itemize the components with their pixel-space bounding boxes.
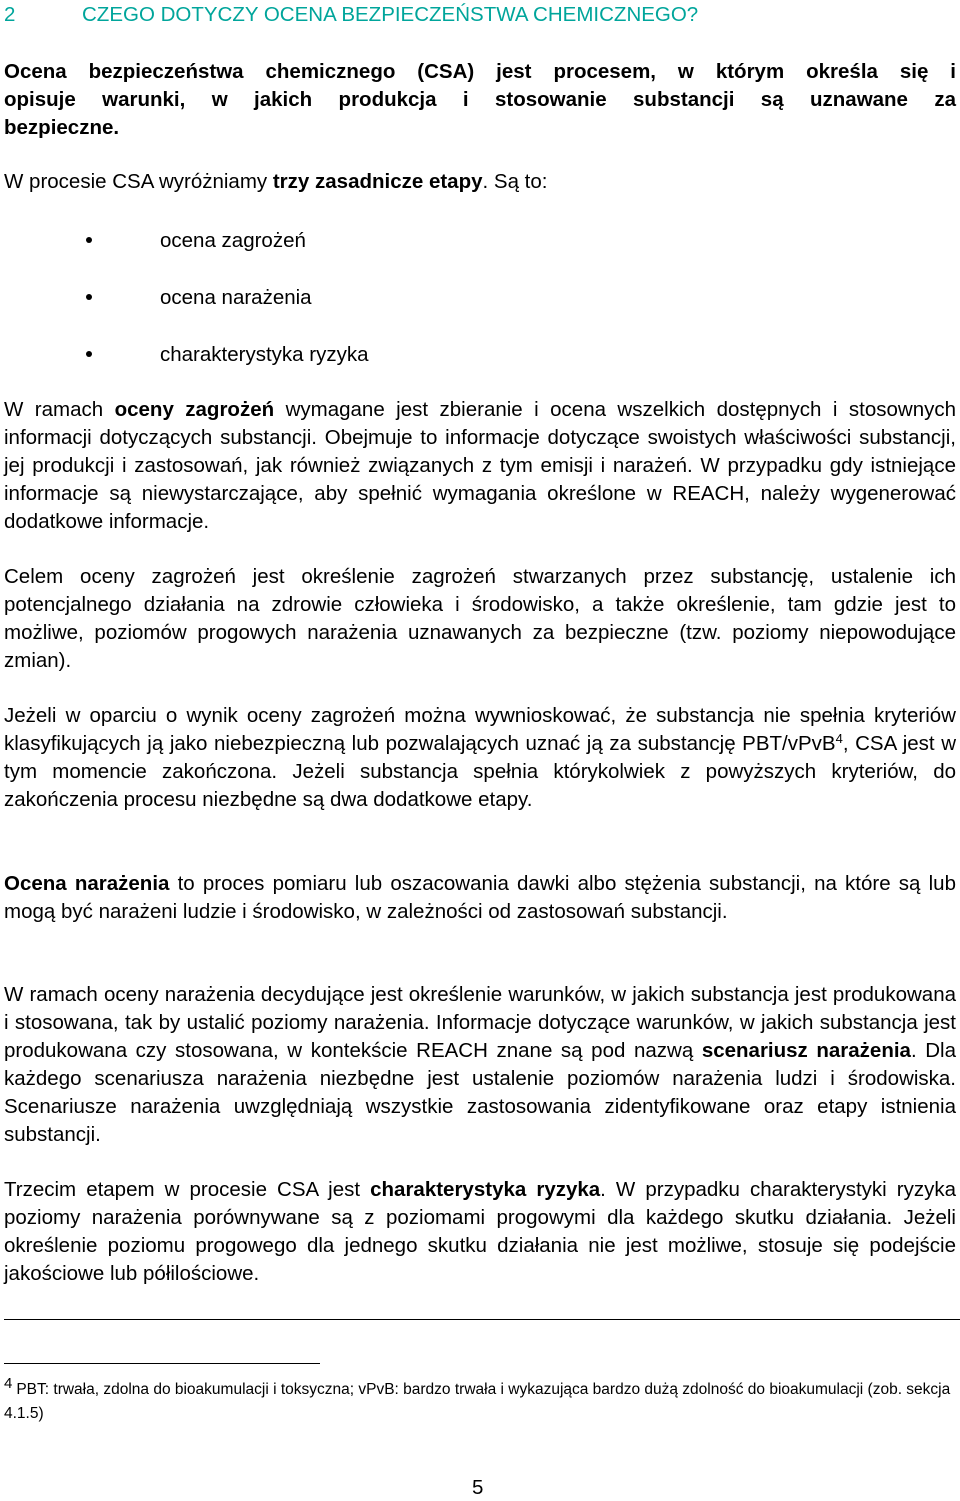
stages-post: . Są to: (482, 170, 548, 193)
hazard-bold: oceny zagrożeń (114, 398, 275, 421)
hazard-paragraph (4, 396, 956, 536)
bullet-icon (86, 351, 92, 357)
section-title: CZEGO DOTYCZY OCENA BEZPIECZEŃSTWA CHEMICZNEGO? (82, 3, 699, 26)
exposure-paragraph (4, 870, 956, 926)
page-number: 5 (472, 1476, 484, 1499)
scenario-paragraph (4, 981, 956, 1149)
footnote-separator (4, 1363, 320, 1364)
classification-paragraph (4, 702, 956, 814)
classification-pre: Jeżeli w oparciu o wynik oceny zagrożeń można wywnioskować, że substancja nie spełnia kryteriów klasyfikujących ją jako niebezpieczną lub pozwalających uznać ją za substancję PBT/vPvB (4, 704, 956, 755)
stages-bold: trzy zasadnicze etapy (272, 170, 483, 193)
scenario-bold: scenariusz narażenia (701, 1039, 911, 1062)
exposure-rest: to proces pomiaru lub oszacowania dawki albo stężenia substancji, na które są lub mogą być narażeni ludzie i środowisko, w zależności od zastosowań substancji. (4, 872, 956, 923)
risk-paragraph (4, 1176, 956, 1288)
list-item (4, 342, 956, 399)
bullet-icon (86, 237, 92, 243)
hazard-rest: wymagane jest zbieranie i ocena wszelkich dostępnych i stosownych informacji dotyczących substancji. Obejmuje to informacje dotyczące swoistych właściwości substancji, jej produkcji i zastosowań, jak również związanych z tym emisji i narażeń. W przypadku gdy istniejące informacje są niewystarczające, aby spełnić wymagania określone w REACH, należy wygenerować dodatkowe informacje. (4, 398, 956, 533)
classification-post: , CSA jest w tym momencie zakończona. Jeżeli substancja spełnia którykolwiek z powyższych kryteriów, do zakończenia procesu niezbędne są dwa dodatkowe etapy. (4, 732, 957, 811)
risk-pre: Trzecim etapem w procesie CSA jest (4, 1178, 371, 1201)
intro-line-2: opisuje warunki, w jakich produkcja i stosowanie substancji są uznawane za (4, 88, 956, 111)
list-item-text: charakterystyka ryzyka (160, 343, 369, 366)
section-heading (4, 2, 698, 28)
intro-line-1: Ocena bezpieczeństwa chemicznego (CSA) jest procesem, w którym określa się i (4, 60, 956, 83)
goal-paragraph (4, 563, 956, 675)
risk-bold: charakterystyka ryzyka (370, 1178, 601, 1201)
footnote-text: PBT: trwała, zdolna do bioakumulacji i toksyczna; vPvB: bardzo trwała i wykazująca bardzo dużą zdolność do bioakumulacji (zob. sekcja 4.1.5) (4, 1381, 951, 1422)
exposure-bold: Ocena narażenia (4, 872, 170, 895)
section-number: 2 (4, 3, 16, 26)
list-item (4, 285, 956, 342)
footnote (4, 1375, 956, 1426)
page-divider (4, 1319, 960, 1320)
bullet-icon (86, 294, 92, 300)
hazard-pre: W ramach (4, 398, 115, 421)
stages-pre: W procesie CSA wyróżniamy (4, 170, 273, 193)
footnote-number: 4 (4, 1375, 13, 1392)
intro-line-3: bezpieczne. (4, 116, 120, 139)
list-item-text: ocena narażenia (160, 286, 312, 309)
risk-post: . W przypadku charakterystyki ryzyka poziomy narażenia porównywane są z poziomami progowymi dla każdego skutku działania. Jeżeli określenie poziomu progowego dla jednego skutku działania nie jest możliwe, stosuje się podejście jakościowe lub półilościowe. (4, 1178, 957, 1285)
scenario-post: . Dla każdego scenariusza narażenia niezbędne jest ustalenie poziomów narażenia ludzi i środowiska. Scenariusze narażenia uwzględniają wszystkie zastosowania zidentyfikowane oraz etapy istnienia substancji. (4, 1039, 956, 1146)
list-item (4, 228, 956, 285)
stages-list (4, 228, 956, 399)
goal-text: Celem oceny zagrożeń jest określenie zagrożeń stwarzanych przez substancję, ustalenie ich potencjalnego działania na zdrowie człowieka i środowisko, a także określenie, tam gdzie jest to możliwe, poziomów progowych narażenia uznawanych za bezpieczne (tzw. poziomy niepowodujące zmian). (4, 565, 956, 672)
intro-paragraph (4, 58, 956, 142)
footnote-ref: 4 (835, 731, 843, 746)
scenario-pre: W ramach oceny narażenia decydujące jest określenie warunków, w jakich substancja jest produkowana i stosowana, tak by ustalić poziomy narażenia. Informacje dotyczące warunków, w jakich substancja jest produkowana czy stosowana, w kontekście REACH znane są pod nazwą (4, 983, 956, 1062)
stages-paragraph (4, 168, 956, 196)
list-item-text: ocena zagrożeń (160, 229, 306, 252)
